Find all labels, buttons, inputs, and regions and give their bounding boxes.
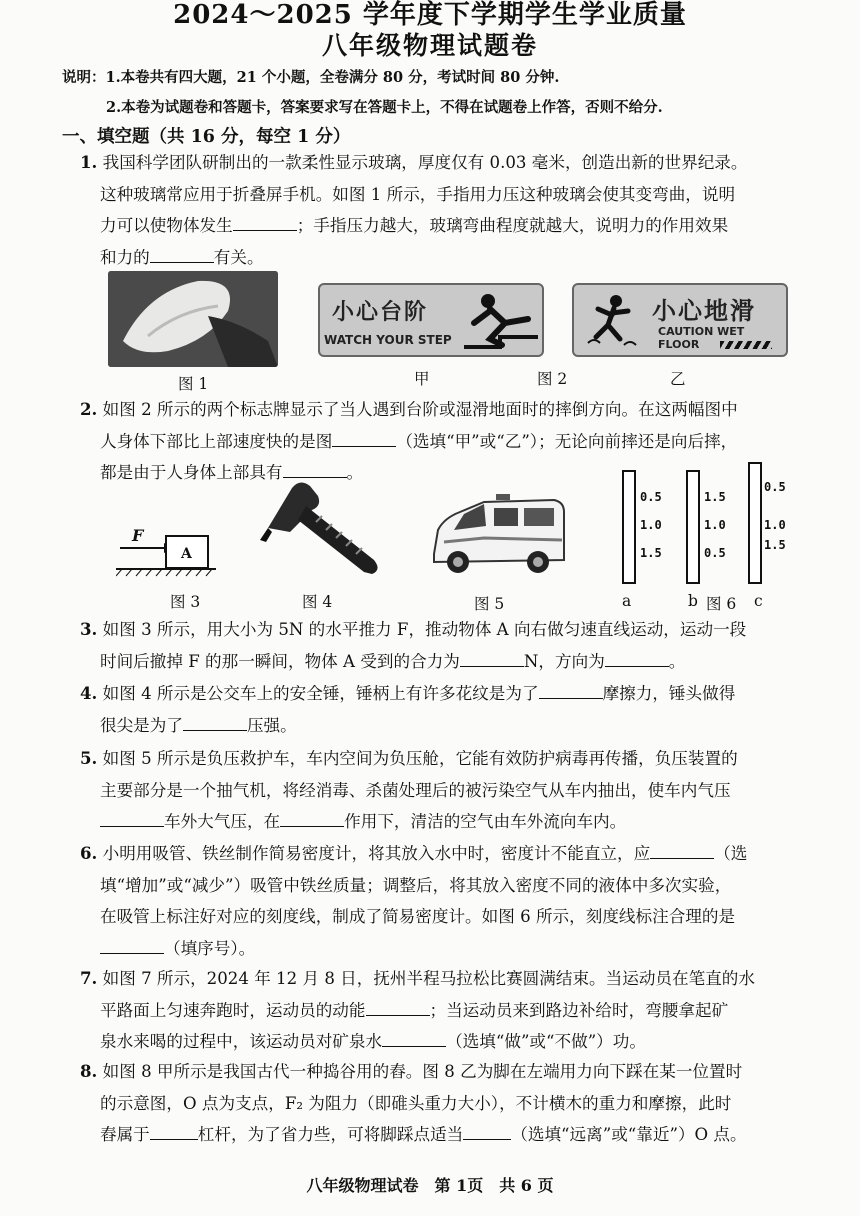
tick-label: 0.5: [704, 546, 726, 560]
question-number: 4.: [80, 683, 98, 703]
question-text: （填序号）。: [164, 938, 256, 958]
question-8: [80, 1056, 792, 1151]
question-number: 5.: [80, 748, 98, 768]
question-number: 7.: [80, 968, 98, 988]
question-text: 杠杆，为了省力些，可将脚踩点适当: [197, 1125, 464, 1144]
figure-6-label-c: c: [754, 592, 763, 610]
densimeter-a: [622, 470, 636, 584]
tick-label: 1.5: [704, 490, 726, 504]
slipping-person-icon: [584, 291, 642, 349]
figure-6-caption: 图 6: [706, 595, 737, 613]
question-text: 力可以使物体发生: [100, 216, 233, 235]
answer-blank: [100, 810, 164, 827]
question-7: [80, 963, 792, 1058]
exam-title: 八年级物理试题卷: [321, 31, 538, 60]
densimeter-c: [748, 462, 762, 584]
answer-blank: [650, 842, 714, 859]
question-number: 6.: [80, 843, 98, 863]
figure-2-caption: 图 2: [537, 370, 568, 388]
exam-header-line: 2024～2025 学年度下学期学生学业质量: [173, 0, 687, 30]
figure-6-label-a: a: [622, 592, 632, 610]
figure-6-label-b: b: [688, 592, 698, 610]
question-text: 都是由于人身体上部具有: [100, 463, 283, 482]
tick-label: 1.0: [704, 518, 726, 532]
figure-2-label-jia: 甲: [414, 370, 430, 388]
answer-blank: [366, 999, 430, 1016]
figure-2-label-yi: 乙: [670, 370, 686, 388]
sign-jia-text: 小心台阶: [332, 300, 429, 325]
question-text: 平路面上匀速奔跑时，运动员的动能: [100, 1000, 366, 1020]
question-text: 的示意图，O 点为支点，F₂ 为阻力（即碓头重力大小），不计横木的重力和摩擦，此时: [100, 1093, 732, 1113]
question-number: 1.: [80, 152, 98, 172]
tick-label: 1.5: [640, 546, 662, 560]
question-number: 8.: [80, 1061, 98, 1081]
question-text: 在吸管上标注好对应的刻度线，制成了简易密度计。如图 6 所示，刻度线标注合理的是: [100, 907, 736, 926]
answer-blank: [539, 682, 603, 699]
sign-watch-step: [318, 283, 544, 357]
tick-label: 1.0: [640, 518, 662, 532]
force-label-f: F: [132, 526, 144, 545]
question-text: （选填“甲”或“乙”）；无论向前摔还是向后摔，: [396, 431, 738, 451]
figure-3-caption: 图 3: [170, 593, 201, 611]
question-4: [80, 678, 792, 741]
question-text: 如图 2 所示的两个标志牌显示了当人遇到台阶或湿滑地面时的摔倒方向。在这两幅图中: [102, 400, 738, 419]
question-text: 压强。: [246, 715, 297, 735]
answer-blank: [100, 937, 164, 954]
question-text: 填“增加”或“减少”）吸管中铁丝质量；调整后，将其放入密度不同的液体中多次实验，: [100, 875, 732, 895]
falling-person-icon: [460, 289, 540, 351]
tick-label: 0.5: [640, 490, 662, 504]
question-6: [80, 838, 792, 964]
sign-yi-text: 小心地滑: [652, 297, 756, 325]
warning-stripes: [720, 341, 772, 349]
answer-blank: [150, 1123, 198, 1140]
figure-1-photo: [108, 271, 278, 367]
question-text: 车外大气压，在: [164, 812, 281, 831]
figure-3-diagram: [116, 524, 216, 580]
question-number: 2.: [80, 399, 98, 419]
note-2: 2.本卷为试题卷和答题卡，答案要求写在答题卡上，不得在试题卷上作答，否则不给分.: [106, 99, 663, 116]
figure-5-caption: 图 5: [474, 595, 505, 613]
question-text: 很尖是为了: [100, 715, 183, 735]
question-text: N，方向为: [523, 651, 605, 671]
tick-label: 1.5: [764, 538, 786, 552]
question-text: （选: [714, 844, 748, 863]
question-text: （选填“远离”或“靠近”）O 点。: [511, 1125, 747, 1144]
question-text: 如图 4 所示是公交车上的安全锤，锤柄上有许多花纹是为了: [102, 684, 539, 703]
question-text: 。: [346, 463, 364, 482]
densimeter-b: [686, 470, 700, 584]
note-1: 说明：1.本卷共有四大题，21 个小题，全卷满分 80 分，考试时间 80 分钟.: [62, 69, 560, 86]
ambulance-image: [424, 490, 570, 580]
question-text: 人身体下部比上部速度快的是图: [100, 431, 333, 451]
answer-blank: [460, 650, 524, 667]
tick-label: 1.0: [764, 518, 786, 532]
answer-blank: [382, 1030, 446, 1047]
bent-glass-image: [108, 271, 278, 367]
answer-blank: [332, 430, 396, 447]
question-text: （选填“做”或“不做”）功。: [446, 1032, 646, 1051]
question-text: 有关。: [213, 247, 264, 267]
block-label-a: A: [181, 546, 192, 562]
page-footer: 八年级物理试卷 第 1页 共 6 页: [306, 1176, 554, 1195]
sign-jia-english: WATCH YOUR STEP: [324, 333, 452, 347]
question-text: ；手指压力越大，玻璃弯曲程度就越大，说明力的作用效果: [296, 216, 729, 235]
answer-blank: [463, 1123, 511, 1140]
question-text: 作用下，清洁的空气由车外流向车内。: [344, 812, 627, 831]
question-5: [80, 743, 792, 838]
question-text: 我国科学团队研制出的一款柔性显示玻璃，厚度仅有 0.03 毫米，创造出新的世界纪录。: [102, 153, 748, 172]
question-text: 如图 3 所示，用大小为 5N 的水平推力 F，推动物体 A 向右做匀速直线运动，运动一段: [102, 620, 747, 639]
question-text: 主要部分是一个抽气机，将经消毒、杀菌处理后的被污染空气从车内抽出，使车内气压: [100, 780, 731, 800]
question-text: 。: [668, 651, 686, 671]
question-text: ；当运动员来到路边补给时，弯腰拿起矿: [429, 1000, 729, 1020]
section-title-fill-in: 一、填空题（共 16 分，每空 1 分）: [62, 127, 351, 147]
answer-blank: [150, 246, 214, 263]
question-text: 这种玻璃常应用于折叠屏手机。如图 1 所示，手指用力压这种玻璃会使其变弯曲，说明: [100, 184, 736, 204]
answer-blank: [183, 714, 247, 731]
safety-hammer-image: [256, 470, 396, 580]
question-text: 泉水来喝的过程中，该运动员对矿泉水: [100, 1032, 383, 1051]
question-text: 舂属于: [100, 1125, 150, 1144]
sign-wet-floor: [572, 283, 788, 357]
question-text: 时间后撤掉 F 的那一瞬间，物体 A 受到的合力为: [100, 651, 460, 671]
figure-1-caption: 图 1: [178, 375, 209, 393]
question-1: [80, 147, 792, 273]
question-text: 和力的: [100, 247, 150, 267]
question-text: 如图 7 所示，2024 年 12 月 8 日，抚州半程马拉松比赛圆满结束。当运动员在笔直的水: [102, 969, 755, 988]
question-number: 3.: [80, 619, 98, 639]
question-3: [80, 614, 792, 677]
question-text: 小明用吸管、铁丝制作简易密度计，将其放入水中时，密度计不能直立，应: [102, 844, 651, 863]
tick-label: 0.5: [764, 480, 786, 494]
figure-4-caption: 图 4: [302, 593, 333, 611]
sign-yi-english: CAUTION WET FLOOR: [658, 325, 745, 351]
answer-blank: [233, 214, 297, 231]
question-text: 摩擦力，锤头做得: [602, 684, 736, 703]
ground-hatch: [116, 569, 212, 576]
question-text: 如图 5 所示是负压救护车，车内空间为负压舱，它能有效防护病毒再传播，负压装置的: [102, 749, 738, 768]
answer-blank: [605, 650, 669, 667]
answer-blank: [280, 810, 344, 827]
question-text: 如图 8 甲所示是我国古代一种捣谷用的舂。图 8 乙为脚在左端用力向下踩在某一位置时: [102, 1062, 743, 1081]
